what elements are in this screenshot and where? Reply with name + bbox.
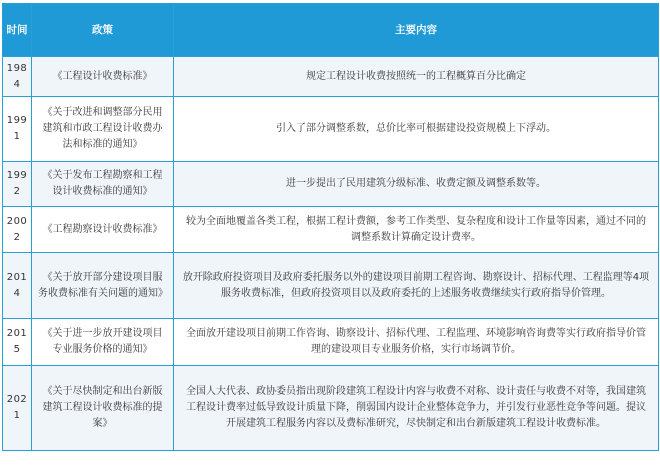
row-policy: 《关于进一步放开建设项目专业服务价格的通知》 bbox=[32, 319, 174, 366]
row-time: 1984 bbox=[3, 57, 32, 97]
header-time: 时间 bbox=[3, 4, 32, 57]
row-content: 进一步提出了民用建筑分级标准、收费定额及调整系数等。 bbox=[174, 162, 659, 207]
table-header-row bbox=[3, 4, 659, 57]
header-policy: 政策 bbox=[32, 4, 174, 57]
table-row bbox=[3, 97, 659, 162]
row-policy: 《关于尽快制定和出台新版建筑工程设计收费标准的提案》 bbox=[32, 366, 174, 451]
row-time: 2014 bbox=[3, 253, 32, 319]
row-policy: 《工程勘察设计收费标准》 bbox=[32, 207, 174, 253]
row-content: 规定工程设计收费按照统一的工程概算百分比确定 bbox=[174, 57, 659, 97]
row-policy: 《关于改进和调整部分民用建筑和市政工程设计收费办法和标准的通知》 bbox=[32, 97, 174, 162]
row-content: 全面放开建设项目前期工作咨询、勘察设计、招标代理、工程监理、环境影响咨询费等实行政府指导价管理的建设项目专业服务价格，实行市场调节价。 bbox=[174, 319, 659, 366]
row-time: 1991 bbox=[3, 97, 32, 162]
row-content: 全国人大代表、政协委员指出现阶段建筑工程设计内容与收费不对称、设计责任与收费不对等，我国建筑工程设计费率过低导致设计质量下降，削弱国内设计企业整体竞争力，并引发行业恶性竞争等问题。提议开展建筑工程服务内容以及费标准研究，尽快制定和出台新版建筑工程设计收费标准。 bbox=[174, 366, 659, 451]
table-row bbox=[3, 366, 659, 451]
row-content: 较为全面地覆盖各类工程，根据工程计费额，参考工作类型、复杂程度和设计工作量等因素，通过不同的调整系数计算确定设计费率。 bbox=[174, 207, 659, 253]
table-row bbox=[3, 57, 659, 97]
header-content: 主要内容 bbox=[174, 4, 659, 57]
table-row bbox=[3, 207, 659, 253]
table-row bbox=[3, 253, 659, 319]
row-time: 2021 bbox=[3, 366, 32, 451]
row-policy: 《关于放开部分建设项目服务收费标准有关问题的通知》 bbox=[32, 253, 174, 319]
policy-table bbox=[2, 3, 659, 451]
row-content: 引入了部分调整系数，总价比率可根据建设投资规模上下浮动。 bbox=[174, 97, 659, 162]
row-policy: 《关于发布工程勘察和工程设计收费标准的通知》 bbox=[32, 162, 174, 207]
row-time: 2002 bbox=[3, 207, 32, 253]
table-row bbox=[3, 162, 659, 207]
table-row bbox=[3, 319, 659, 366]
row-time: 2015 bbox=[3, 319, 32, 366]
row-time: 1992 bbox=[3, 162, 32, 207]
row-content: 放开除政府投资项目及政府委托服务以外的建设项目前期工程咨询、勘察设计、招标代理、工程监理等4项服务收费标准，但政府投资项目以及政府委托的上述服务收费继续实行政府指导价管理。 bbox=[174, 253, 659, 319]
row-policy: 《工程设计收费标准》 bbox=[32, 57, 174, 97]
